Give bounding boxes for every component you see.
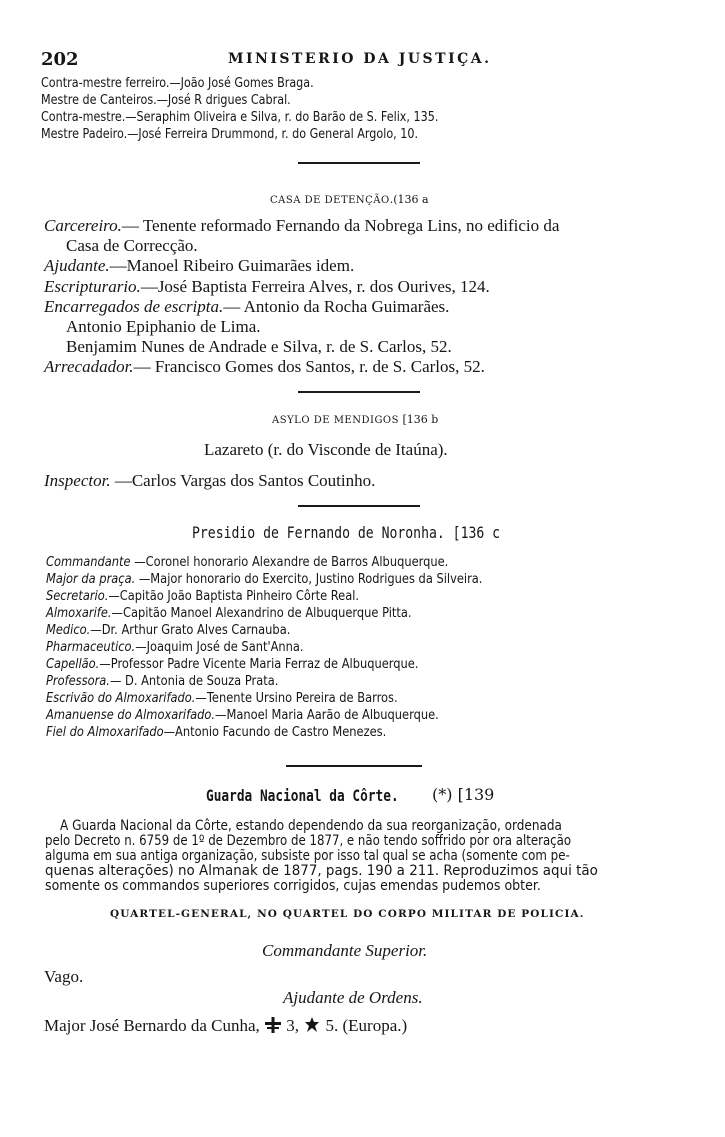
ajudante-title: Ajudante de Ordens. — [283, 988, 423, 1007]
presidio-entry: Fiel do Almoxarifado—Antonio Facundo de Castro Menezes. — [46, 725, 387, 740]
guarda-paragraph-line: somente os commandos superiores corrigidos, cujas emendas pudemos obter. — [45, 878, 541, 894]
guarda-paragraph-line: pelo Decreto n. 6759 de 1º de Dezembro de 1877, e não tendo soffrido por ora alteração — [45, 833, 572, 849]
presidio-entry: Major da praça. —Major honorario do Exercito, Justino Rodrigues da Silveira. — [46, 572, 483, 587]
presidio-entry: Capellão.—Professor Padre Vicente Maria Ferraz de Albuquerque. — [46, 657, 419, 672]
presidio-entry: Almoxarife.—Capitão Manoel Alexandrino de Albuquerque Pitta. — [46, 606, 412, 621]
top-entry — [41, 110, 438, 125]
section-heading-presidio: Presidio de Fernando de Noronha. [136 c — [192, 523, 501, 542]
section-divider — [286, 765, 422, 767]
entry-text: —Seraphim Oliveira e Silva, r. do Barão de S. Felix, 135. — [125, 110, 439, 125]
quartel-general-heading: QUARTEL-GENERAL, NO QUARTEL DO CORPO MILITAR DE POLICIA. — [110, 908, 585, 920]
presidio-entry: Secretario.—Capitão João Baptista Pinheiro Côrte Real. — [46, 589, 360, 604]
page-header-title: MINISTERIO DA JUSTIÇA. — [228, 51, 492, 67]
ajudante-value: Major José Bernardo da Cunha, 3, 5. (Europa.) — [44, 1016, 407, 1039]
commandante-value: Vago. — [44, 967, 84, 986]
entry-text: —José Ferreira Drummond, r. do General Argolo, 10. — [127, 127, 419, 142]
asylo-subheading: Lazareto (r. do Visconde de Itaúna). — [204, 440, 448, 459]
presidio-entry: Amanuense do Almoxarifado.—Manoel Maria Aarão de Albuquerque. — [46, 708, 439, 723]
detention-entry: Arrecadador.— Francisco Gomes dos Santos, r. de S. Carlos, 52. — [44, 357, 485, 376]
section-heading-asylo: ASYLO DE MENDIGOS [136 b — [272, 413, 439, 426]
detention-entry: Casa de Correcção. — [66, 236, 198, 255]
top-entry — [41, 76, 314, 91]
top-entry — [41, 93, 291, 108]
detention-entry: Ajudante.—Manoel Ribeiro Guimarães idem. — [44, 256, 355, 275]
guarda-paragraph-line: alguma em sua antiga organização, subsiste por isso tal qual se acha (somente com pe- — [45, 848, 570, 864]
order-star-icon — [303, 1016, 321, 1039]
entry-role: Contra-mestre ferreiro. — [41, 76, 170, 91]
detention-entry: Benjamim Nunes de Andrade e Silva, r. de S. Carlos, 52. — [66, 337, 452, 356]
order-cross-icon — [264, 1016, 282, 1039]
entry-role: Mestre de Canteiros. — [41, 93, 157, 108]
asylo-entry: Inspector. —Carlos Vargas dos Santos Coutinho. — [44, 471, 376, 490]
guarda-paragraph-line: A Guarda Nacional da Côrte, estando dependendo da sua reorganização, ordenada — [60, 818, 562, 834]
section-divider — [298, 505, 420, 507]
presidio-entry: Professora.— D. Antonia de Souza Prata. — [46, 674, 279, 689]
guarda-heading-note: (*) [139 — [432, 785, 495, 804]
presidio-entry: Commandante —Coronel honorario Alexandre de Barros Albuquerque. — [46, 555, 449, 570]
guarda-paragraph-line: quenas alterações) no Almanak de 1877, pags. 190 a 211. Reproduzimos aqui tão — [45, 863, 598, 879]
presidio-entry: Escrivão do Almoxarifado.—Tenente Ursino Pereira de Barros. — [46, 691, 398, 706]
section-heading-casa-detencao: CASA DE DETENÇÃO.(136 a — [270, 193, 429, 206]
entry-text: —José R drigues Cabral. — [156, 93, 291, 108]
section-divider — [298, 391, 420, 393]
entry-role: Contra-mestre. — [41, 110, 126, 125]
top-entry — [41, 127, 418, 142]
presidio-entry: Medico.—Dr. Arthur Grato Alves Carnauba. — [46, 623, 291, 638]
detention-entry: Antonio Epiphanio de Lima. — [66, 317, 261, 336]
page-number: 202 — [41, 49, 79, 70]
detention-entry: Carcereiro.— Tenente reformado Fernando da Nobrega Lins, no edificio da — [44, 216, 560, 235]
section-heading-guarda: Guarda Nacional da Côrte. — [206, 786, 399, 805]
commandante-title: Commandante Superior. — [262, 941, 428, 960]
section-divider — [298, 162, 420, 164]
detention-entry: Escripturario.—José Baptista Ferreira Alves, r. dos Ourives, 124. — [44, 277, 490, 296]
entry-text: —João José Gomes Braga. — [169, 76, 314, 91]
detention-entry: Encarregados de escripta.— Antonio da Rocha Guimarães. — [44, 297, 450, 316]
entry-role: Mestre Padeiro. — [41, 127, 128, 142]
presidio-entry: Pharmaceutico.—Joaquim José de Sant'Anna. — [46, 640, 304, 655]
